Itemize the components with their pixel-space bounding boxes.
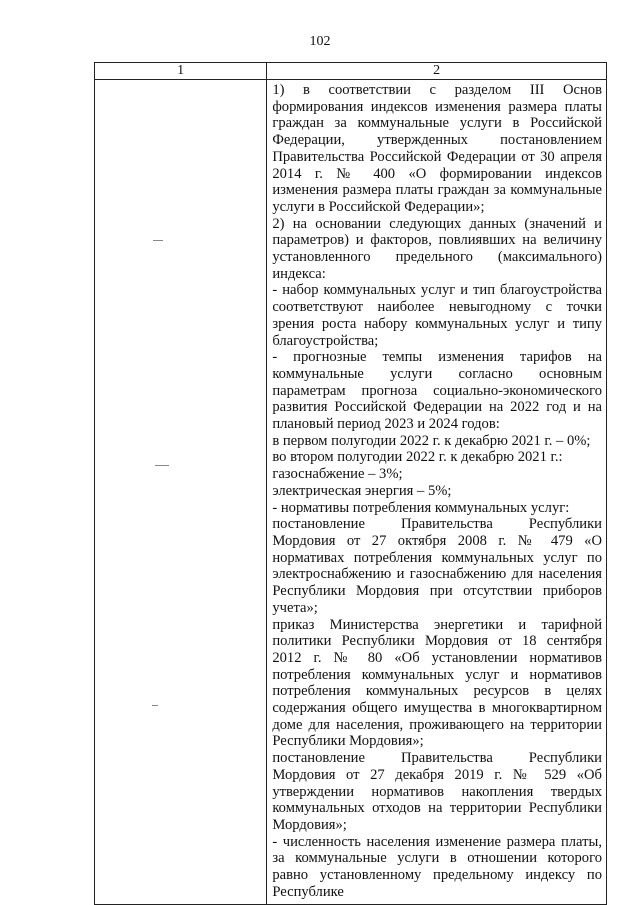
paragraph: приказ Министерства энергетики и тарифной политики Республики Мордовия от 18 сентября 2012 г. № 80 «Об установлении нормативов потребления коммунальных услуг и нормативов потребления коммунальных ресурсов в целях содержания общего имущества в многоквартирном доме для населения, проживающего на территории Республики Мордовия»;	[272, 616, 602, 750]
page-number: 102	[309, 34, 331, 49]
scan-mark	[155, 465, 169, 466]
paragraph: газоснабжение – 3%;	[272, 466, 403, 483]
cell-text	[267, 80, 606, 900]
paragraph: - набор коммунальных услуг и тип благоустройства соответствуют наиболее невыгодному с точки зрения роста набору коммунальных услуг и типу благоустройства;	[272, 282, 602, 349]
column-2-cell	[267, 80, 607, 905]
scan-mark	[153, 240, 163, 241]
paragraph: постановление Правительства Республики Мордовия от 27 декабря 2019 г. № 529 «Об утверждении нормативов накопления твердых коммунальных отходов на территории Республики Мордовия»;	[272, 750, 602, 833]
paragraph: - численность населения изменение размера платы, за коммунальные услуги в отношении которого равно установленному предельному индексу по Республике	[272, 833, 602, 900]
paragraph: постановление Правительства Республики Мордовия от 27 октября 2008 г. № 479 «О нормативах потребления коммунальных услуг по электроснабжению и газоснабжению для населения Республики Мордовия при отсутствии приборов учета»;	[272, 516, 602, 616]
scan-mark	[152, 705, 158, 706]
column-header-1: 1	[95, 63, 267, 80]
table-header-row	[95, 63, 607, 80]
table-body-row	[95, 80, 607, 905]
paragraph: в первом полугодии 2022 г. к декабрю 2021 г. – 0%;	[272, 432, 591, 449]
paragraph: 1) в соответствии с разделом III Основ формирования индексов изменения размера платы граждан за коммунальные услуги в Российской Федерации, утвержденных постановлением Правительства Российской Федерации от 30 апреля 2014 г. № 400 «О формировании индексов изменения размера платы граждан за коммунальные услуги в Российской Федерации»;	[272, 82, 602, 215]
column-1-cell	[95, 80, 267, 905]
document-table	[94, 62, 607, 905]
paragraph: электрическая энергия – 5%;	[272, 482, 452, 499]
paragraph: во втором полугодии 2022 г. к декабрю 2021 г.:	[272, 449, 563, 466]
paragraph: - прогнозные темпы изменения тарифов на коммунальные услуги согласно основным параметрам прогноза социально-экономического развития Российской Федерации на 2022 год и на плановый период 2023 и 2024 годов:	[272, 349, 602, 433]
paragraph: 2) на основании следующих данных (значений и параметров) и факторов, повлиявших на величину установленного предельного (максимального) индекса:	[272, 215, 602, 282]
paragraph: - нормативы потребления коммунальных услуг:	[272, 499, 570, 516]
column-header-2: 2	[267, 63, 607, 80]
